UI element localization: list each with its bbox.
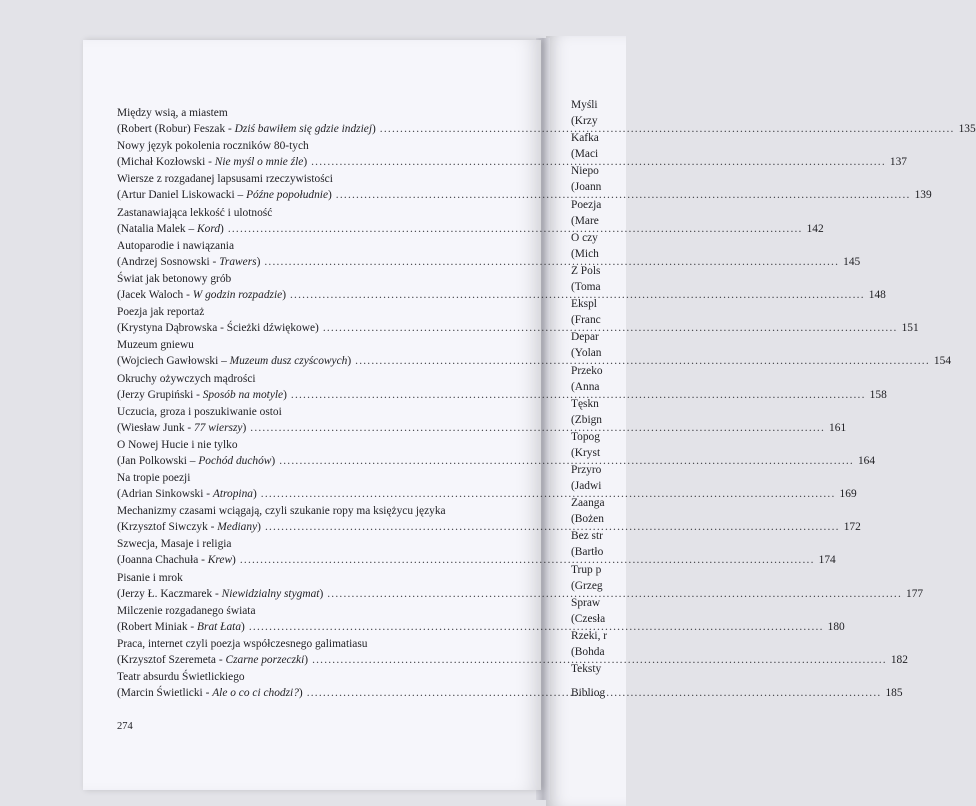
dot-leader bbox=[265, 519, 840, 535]
toc-entry-close: ) bbox=[252, 488, 257, 501]
right-page-entry-author: (Anna bbox=[571, 380, 600, 393]
toc-entry-author-line bbox=[117, 619, 845, 635]
dot-leader bbox=[380, 121, 955, 137]
right-page-entry-title: Zaanga bbox=[571, 497, 605, 510]
right-page-entry-author: (Mich bbox=[571, 247, 599, 260]
toc-entry-author-line bbox=[117, 254, 861, 270]
toc-entry-source bbox=[117, 652, 308, 668]
toc-entry-author-line bbox=[117, 420, 847, 436]
right-page-entry-title: Myśli bbox=[571, 99, 598, 111]
dot-leader bbox=[355, 353, 930, 369]
right-page-entry-author: (Zbign bbox=[571, 413, 603, 426]
right-page-entry-author: (Grzeg bbox=[571, 579, 603, 592]
toc-entry-title: Pisanie i mrok bbox=[117, 571, 183, 584]
right-page-entry-title: Tęskn bbox=[571, 397, 599, 410]
toc-entry-title: Nowy język pokolenia roczników 80-tych bbox=[117, 140, 309, 153]
dot-leader bbox=[327, 586, 902, 602]
toc-entry-close: ) bbox=[372, 123, 376, 135]
toc-entry-author: (Jacek Waloch - bbox=[117, 288, 193, 301]
toc-entry-close: ) bbox=[303, 156, 308, 169]
toc-entry-author-line bbox=[117, 586, 924, 602]
toc-entry-close: ) bbox=[304, 654, 309, 666]
right-page-entry-author: (Maci bbox=[571, 148, 599, 161]
right-page-entry-author: (Toma bbox=[571, 280, 601, 293]
toc-entry-title: Na tropie poezji bbox=[117, 472, 191, 485]
toc-entry-page: 180 bbox=[827, 620, 845, 633]
toc-entry-source bbox=[117, 320, 319, 336]
dot-leader bbox=[228, 221, 803, 237]
right-page-entry-title: Rzeki, r bbox=[571, 630, 608, 642]
right-page-entry-author: (Franc bbox=[571, 314, 601, 327]
toc-entry-close: ) bbox=[298, 687, 303, 700]
toc-entry-title: Mechanizmy czasami wciągają, czyli szukanie ropy ma księżycu języka bbox=[117, 505, 446, 518]
toc-entry-author: (Krzysztof Siwczyk - bbox=[117, 521, 218, 534]
toc-entry-close: ) bbox=[283, 388, 287, 401]
dot-leader bbox=[261, 486, 836, 502]
toc-entry-author: (Jan Polkowski – bbox=[117, 454, 199, 467]
toc-entry-author: (Wojciech Gawłowski – bbox=[117, 355, 230, 368]
toc-entry-title: Teatr absurdu Świetlickiego bbox=[117, 671, 245, 684]
toc-entry-title: Milczenie rozgadanego świata bbox=[117, 604, 256, 617]
toc-entry-source bbox=[117, 586, 323, 602]
toc-entry-close: ) bbox=[328, 189, 332, 202]
toc-entry-author: (Robert Miniak - bbox=[117, 620, 198, 633]
right-page-entry-title: Topog bbox=[571, 430, 600, 443]
toc-entry-close: ) bbox=[242, 421, 247, 434]
toc-entry-close: ) bbox=[257, 521, 261, 534]
toc-entry-source bbox=[117, 619, 245, 635]
toc-entry-author: (Michał Kozłowski - bbox=[117, 156, 215, 169]
toc-entry-work: Trawers bbox=[219, 255, 257, 268]
dot-leader bbox=[249, 619, 824, 635]
right-page-entry-author: (Joann bbox=[571, 181, 602, 194]
toc-entry-source bbox=[117, 353, 351, 369]
toc-entry-source bbox=[117, 453, 275, 469]
toc-entry-work: Pochód duchów bbox=[198, 454, 272, 467]
toc-entry-title: Praca, internet czyli poezja współczesnego galimatiasu bbox=[117, 638, 368, 650]
toc-entry-work: Nie myśl o mnie źle bbox=[214, 156, 304, 169]
toc-entry-close: ) bbox=[282, 288, 286, 301]
toc-entry-source bbox=[117, 387, 287, 403]
toc-entry-author-line bbox=[117, 453, 876, 469]
right-page-entry-title: Spraw bbox=[571, 596, 601, 609]
toc-entry-title: Autoparodie i nawiązania bbox=[117, 239, 235, 252]
toc-entry-page: 158 bbox=[869, 388, 887, 401]
right-page-entry-author: (Yolan bbox=[571, 347, 602, 360]
toc-entry-page: 164 bbox=[857, 454, 876, 467]
toc-entry-title: Między wsią, a miastem bbox=[117, 107, 228, 119]
toc-entry-author: (Andrzej Sosnowski - bbox=[117, 255, 220, 268]
toc-entry-page: 148 bbox=[868, 288, 886, 301]
toc-entry-close: ) bbox=[347, 355, 352, 368]
toc-entry-source bbox=[117, 121, 376, 137]
toc-entry-work: Krew bbox=[207, 554, 233, 567]
toc-entry-author-line bbox=[117, 387, 887, 403]
dot-leader bbox=[264, 254, 839, 270]
toc-entry-page: 145 bbox=[843, 255, 861, 268]
dot-leader bbox=[279, 453, 854, 469]
right-page-entry-title: Kafka bbox=[571, 132, 599, 145]
toc-entry-page: 161 bbox=[829, 421, 847, 434]
toc-entry-close: ) bbox=[232, 554, 236, 567]
toc-entry-page: 172 bbox=[843, 521, 861, 534]
toc-entry-author: (Natalia Malek – bbox=[117, 222, 198, 235]
right-page-entry-title: Przyro bbox=[571, 464, 602, 477]
dot-leader bbox=[290, 287, 865, 303]
toc-entry-title: Szwecja, Masaje i religia bbox=[117, 538, 232, 551]
toc-entry-author: (Jerzy Grupiński - bbox=[117, 388, 203, 401]
toc-entry-author-line bbox=[117, 287, 886, 303]
right-page-entry-author: (Mare bbox=[571, 214, 599, 227]
right-page-entry-title: Niepo bbox=[571, 165, 599, 178]
toc-entry-author: (Krzysztof Szeremeta - bbox=[117, 654, 226, 666]
dot-leader bbox=[312, 652, 887, 668]
dot-leader bbox=[250, 420, 825, 436]
toc-entry-work: Mediany bbox=[217, 521, 258, 534]
toc-entry-title: Świat jak betonowy grób bbox=[117, 272, 232, 285]
right-page-entry-author: (Bożen bbox=[571, 513, 604, 526]
toc-entry-author: (Krystyna Dąbrowska - Ścieżki dźwiękowe) bbox=[117, 322, 319, 335]
right-page-entry-author: (Bartło bbox=[571, 546, 604, 559]
toc-entry-work: Dziś bawiłem się gdzie indziej bbox=[234, 123, 372, 135]
right-page-entry-author: (Jadwi bbox=[571, 480, 602, 493]
right-page-entry-title: Bez str bbox=[571, 530, 603, 543]
toc-entry-title: Okruchy ożywczych mądrości bbox=[117, 372, 256, 385]
toc-entry-work: Muzeum dusz czyścowych bbox=[229, 355, 348, 368]
toc-entry-source bbox=[117, 221, 224, 237]
toc-entry-source bbox=[117, 420, 246, 436]
toc-entry-author: (Robert (Robur) Feszak - bbox=[117, 123, 235, 135]
page-number: 274 bbox=[117, 721, 133, 732]
toc-entry-close: ) bbox=[319, 587, 324, 600]
right-page-entry-author: (Bohda bbox=[571, 646, 605, 658]
toc-entry-work: Ale o co ci chodzi? bbox=[212, 687, 299, 700]
toc-entry-title: Uczucia, groza i poszukiwanie ostoi bbox=[117, 405, 282, 418]
dot-leader bbox=[307, 685, 882, 701]
toc-entry-close: ) bbox=[220, 222, 224, 235]
toc-entry-work: Późne popołudnie bbox=[246, 189, 328, 202]
toc-entry-work: 77 wierszy bbox=[194, 421, 243, 434]
right-page-entry-title: Trup p bbox=[571, 563, 602, 576]
toc-entry-page: 185 bbox=[885, 687, 903, 700]
toc-entry-page: 151 bbox=[901, 322, 919, 335]
right-page-entry-author: (Kryst bbox=[571, 446, 601, 459]
toc-entry-title: O Nowej Hucie i nie tylko bbox=[117, 438, 238, 451]
toc-entry-close: ) bbox=[256, 255, 261, 268]
toc-entry-source bbox=[117, 187, 332, 203]
toc-entry-work: W godzin rozpadzie bbox=[192, 288, 283, 301]
toc-entry-author: (Marcin Świetlicki - bbox=[117, 687, 213, 700]
toc-entry-work: Sposób na motyle bbox=[202, 388, 284, 401]
toc-entry-author: (Wiesław Junk - bbox=[117, 421, 195, 434]
toc-entry-author: (Adrian Sinkowski - bbox=[117, 488, 213, 501]
toc-entry-source bbox=[117, 254, 260, 270]
right-page-entry-title: O czy bbox=[571, 231, 598, 244]
toc-entry-close: ) bbox=[271, 454, 276, 467]
toc-entry-source bbox=[117, 287, 286, 303]
dot-leader bbox=[323, 320, 898, 336]
toc-entry-source bbox=[117, 154, 307, 170]
toc-entry-page: 135 bbox=[958, 123, 976, 135]
toc-entry-page: 169 bbox=[839, 488, 857, 501]
toc-entry-source bbox=[117, 486, 257, 502]
toc-entry-title: Poezja jak reportaż bbox=[117, 306, 205, 319]
toc-entry-work: Czarne porzeczki bbox=[225, 654, 305, 666]
right-page-entry-title: Poezja bbox=[571, 198, 602, 211]
toc-entry-author: (Artur Daniel Liskowacki – bbox=[117, 189, 247, 202]
toc-entry-page: 174 bbox=[818, 554, 836, 567]
toc-entry-page: 154 bbox=[933, 355, 952, 368]
dot-leader bbox=[291, 387, 866, 403]
dot-leader bbox=[240, 552, 815, 568]
toc-entry-work: Niewidzialny stygmat bbox=[221, 587, 320, 600]
toc-entry-work: Atropina bbox=[212, 488, 253, 501]
toc-entry-source bbox=[117, 519, 261, 535]
dot-leader bbox=[336, 187, 911, 203]
toc-entry-page: 139 bbox=[914, 189, 932, 202]
toc-entry-page: 182 bbox=[890, 654, 908, 666]
right-page-entry-title: Ekspl bbox=[571, 298, 597, 311]
toc-entry-page: 142 bbox=[806, 222, 824, 235]
toc-entry-author-line bbox=[117, 221, 824, 237]
toc-entry-source bbox=[117, 685, 303, 701]
right-page-entry-title: Z Pols bbox=[571, 264, 601, 277]
right-page-tail-entry: Bibliog bbox=[571, 687, 606, 700]
toc-entry-title: Muzeum gniewu bbox=[117, 339, 194, 352]
dot-leader bbox=[311, 154, 886, 170]
right-page-entry-title: Przeko bbox=[571, 364, 603, 377]
toc-entry-author: (Jerzy Ł. Kaczmarek - bbox=[117, 587, 222, 600]
right-page-entry-title: Depar bbox=[571, 331, 599, 344]
toc-entry-close: ) bbox=[241, 620, 245, 633]
toc-entry-page: 137 bbox=[889, 156, 907, 169]
toc-entry-work: Kord bbox=[197, 222, 221, 235]
right-page-tail-entry: Teksty bbox=[571, 663, 602, 676]
right-page-entry-author: (Krzy bbox=[571, 115, 598, 127]
toc-entry-source bbox=[117, 552, 236, 568]
toc-entry-work: Brat Łata bbox=[197, 620, 242, 633]
toc-entry-author: (Joanna Chachuła - bbox=[117, 554, 208, 567]
right-page-entry-author: (Czesła bbox=[571, 612, 606, 625]
toc-entry-title: Zastanawiająca lekkość i ulotność bbox=[117, 206, 273, 219]
toc-entry-title: Wiersze z rozgadanej lapsusami rzeczywistości bbox=[117, 173, 333, 186]
toc-entry-page: 177 bbox=[906, 587, 924, 600]
